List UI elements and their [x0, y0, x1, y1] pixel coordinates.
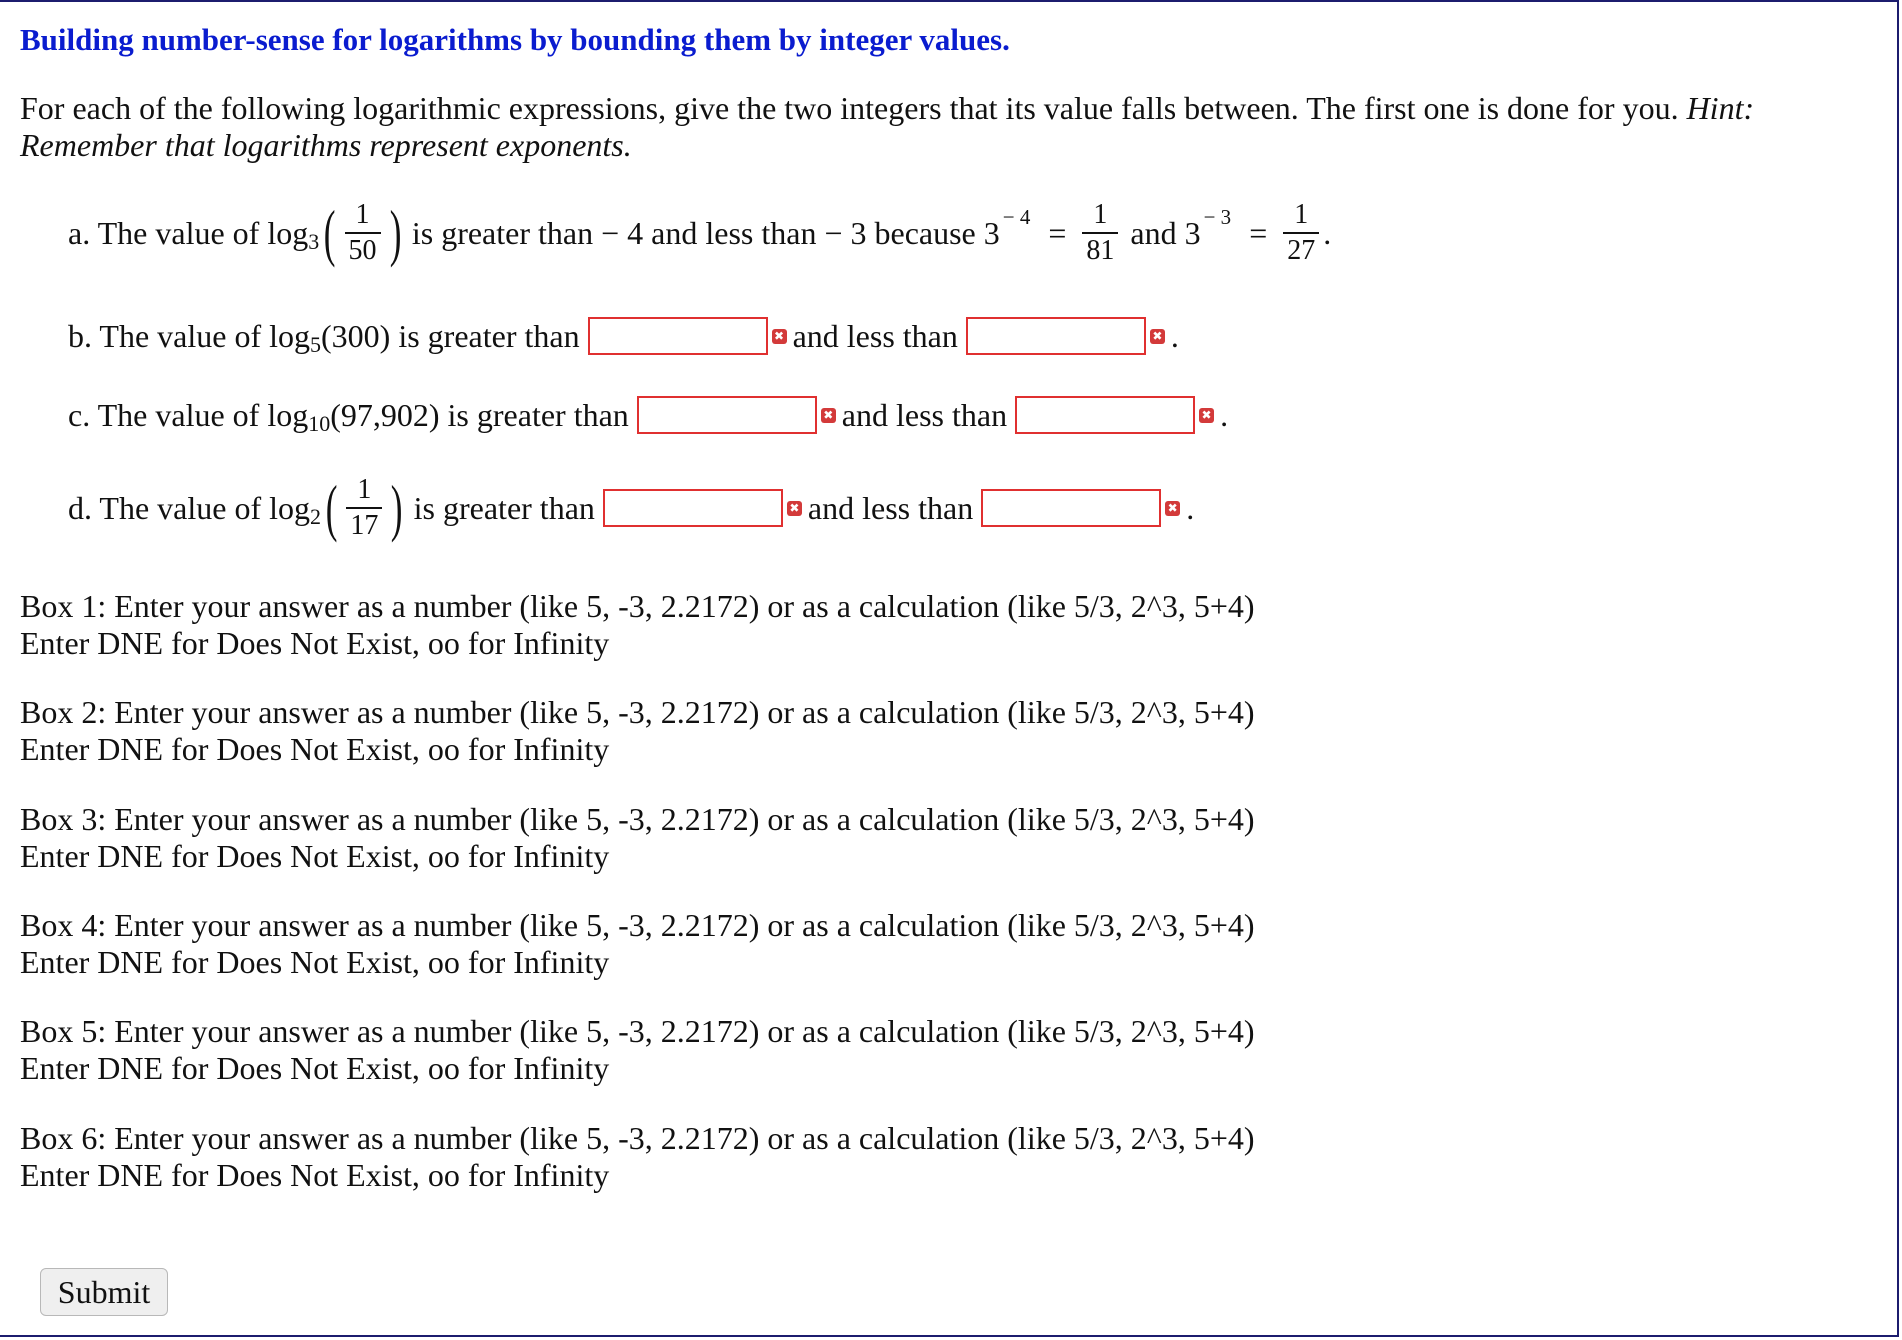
question-a-eq1: =	[1048, 214, 1067, 251]
incorrect-icon: ✖	[1199, 408, 1214, 423]
question-d-end: .	[1186, 489, 1195, 526]
fraction-numerator: 1	[1294, 199, 1309, 230]
box-1-instructions	[20, 588, 1255, 662]
question-d-prefix: d. The value of log	[68, 489, 311, 526]
instruction-line: Box 5: Enter your answer as a number (like 5, -3, 2.2172) or as a calculation (like 5/3, 2^3, 5+4)	[20, 1013, 1255, 1049]
question-b-middle: and less than	[792, 317, 958, 354]
incorrect-icon: ✖	[772, 329, 787, 344]
intro-hint: Hint: Remember that logarithms represent exponents.	[20, 90, 1755, 163]
question-a-eq2: =	[1249, 214, 1268, 251]
question-a-exp1: − 4	[1002, 204, 1031, 229]
question-a-base: 3	[308, 229, 320, 254]
box-3-instructions	[20, 801, 1255, 875]
intro-paragraph	[20, 90, 1840, 164]
question-c-prefix: c. The value of log	[68, 396, 309, 433]
fraction-denominator: 17	[346, 507, 382, 541]
question-c-arg: (97,902) is greater than	[330, 396, 629, 433]
answer-input-box-5[interactable]	[603, 489, 783, 527]
question-c-base: 10	[308, 411, 331, 436]
instruction-line: Box 1: Enter your answer as a number (like 5, -3, 2.2172) or as a calculation (like 5/3, 2^3, 5+4)	[20, 588, 1255, 624]
answer-input-box-4[interactable]	[1015, 396, 1195, 434]
incorrect-icon: ✖	[1150, 329, 1165, 344]
fraction-denominator: 27	[1283, 232, 1319, 266]
question-a-prefix: a. The value of log	[68, 214, 309, 251]
incorrect-icon: ✖	[787, 501, 802, 516]
question-a-exp2: − 3	[1203, 204, 1232, 229]
question-a-and: and 3	[1130, 214, 1201, 251]
question-d-after: is greater than	[413, 489, 595, 526]
question-c-middle: and less than	[841, 396, 1008, 433]
question-b-arg: (300) is greater than	[321, 317, 580, 354]
question-a-middle: is greater than − 4 and less than − 3 because 3	[411, 214, 1000, 251]
incorrect-icon: ✖	[821, 408, 836, 423]
question-d-fraction	[346, 475, 382, 541]
right-paren: )	[391, 472, 403, 543]
incorrect-icon: ✖	[1165, 501, 1180, 516]
question-b-end: .	[1170, 317, 1179, 354]
question-a-fraction-27	[1283, 200, 1319, 266]
fraction-numerator: 1	[355, 199, 370, 230]
question-b-prefix: b. The value of log	[68, 317, 311, 354]
question-a-end: .	[1323, 214, 1332, 251]
question-d-middle: and less than	[807, 489, 974, 526]
question-a-fraction	[345, 200, 381, 266]
submit-button[interactable]: Submit	[40, 1268, 168, 1316]
instruction-line: Enter DNE for Does Not Exist, oo for Infinity	[20, 838, 610, 874]
answer-input-box-3[interactable]	[637, 396, 817, 434]
question-b-base: 5	[310, 332, 322, 357]
fraction-numerator: 1	[357, 474, 372, 505]
fraction-denominator: 50	[345, 232, 381, 266]
instruction-line: Enter DNE for Does Not Exist, oo for Infinity	[20, 625, 610, 661]
instruction-line: Box 2: Enter your answer as a number (like 5, -3, 2.2172) or as a calculation (like 5/3, 2^3, 5+4)	[20, 694, 1255, 730]
intro-text: For each of the following logarithmic expressions, give the two integers that its value falls between. The first one is done for you.	[20, 90, 1679, 126]
answer-input-box-2[interactable]	[966, 317, 1146, 355]
instruction-line: Box 4: Enter your answer as a number (like 5, -3, 2.2172) or as a calculation (like 5/3, 2^3, 5+4)	[20, 907, 1255, 943]
instruction-line: Enter DNE for Does Not Exist, oo for Infinity	[20, 1050, 610, 1086]
page-title: Building number-sense for logarithms by bounding them by integer values.	[20, 22, 1010, 57]
instruction-line: Box 6: Enter your answer as a number (like 5, -3, 2.2172) or as a calculation (like 5/3, 2^3, 5+4)	[20, 1120, 1255, 1156]
right-paren: )	[389, 197, 402, 268]
answer-input-box-1[interactable]	[588, 317, 768, 355]
box-5-instructions	[20, 1013, 1255, 1087]
question-d	[68, 472, 1195, 543]
box-2-instructions	[20, 694, 1255, 768]
answer-input-box-6[interactable]	[981, 489, 1161, 527]
question-c	[68, 396, 1228, 434]
question-a	[68, 197, 1332, 268]
left-paren: (	[325, 472, 338, 543]
fraction-denominator: 81	[1082, 232, 1118, 266]
instruction-line: Enter DNE for Does Not Exist, oo for Infinity	[20, 731, 610, 767]
question-d-base: 2	[310, 504, 322, 529]
question-b	[68, 317, 1179, 355]
instruction-line: Box 3: Enter your answer as a number (like 5, -3, 2.2172) or as a calculation (like 5/3, 2^3, 5+4)	[20, 801, 1255, 837]
left-paren: (	[324, 197, 336, 268]
box-6-instructions	[20, 1120, 1255, 1194]
instruction-line: Enter DNE for Does Not Exist, oo for Infinity	[20, 944, 610, 980]
box-4-instructions	[20, 907, 1255, 981]
question-c-end: .	[1220, 396, 1229, 433]
fraction-numerator: 1	[1093, 199, 1108, 230]
instruction-line: Enter DNE for Does Not Exist, oo for Infinity	[20, 1157, 610, 1193]
question-a-fraction-81	[1082, 200, 1118, 266]
